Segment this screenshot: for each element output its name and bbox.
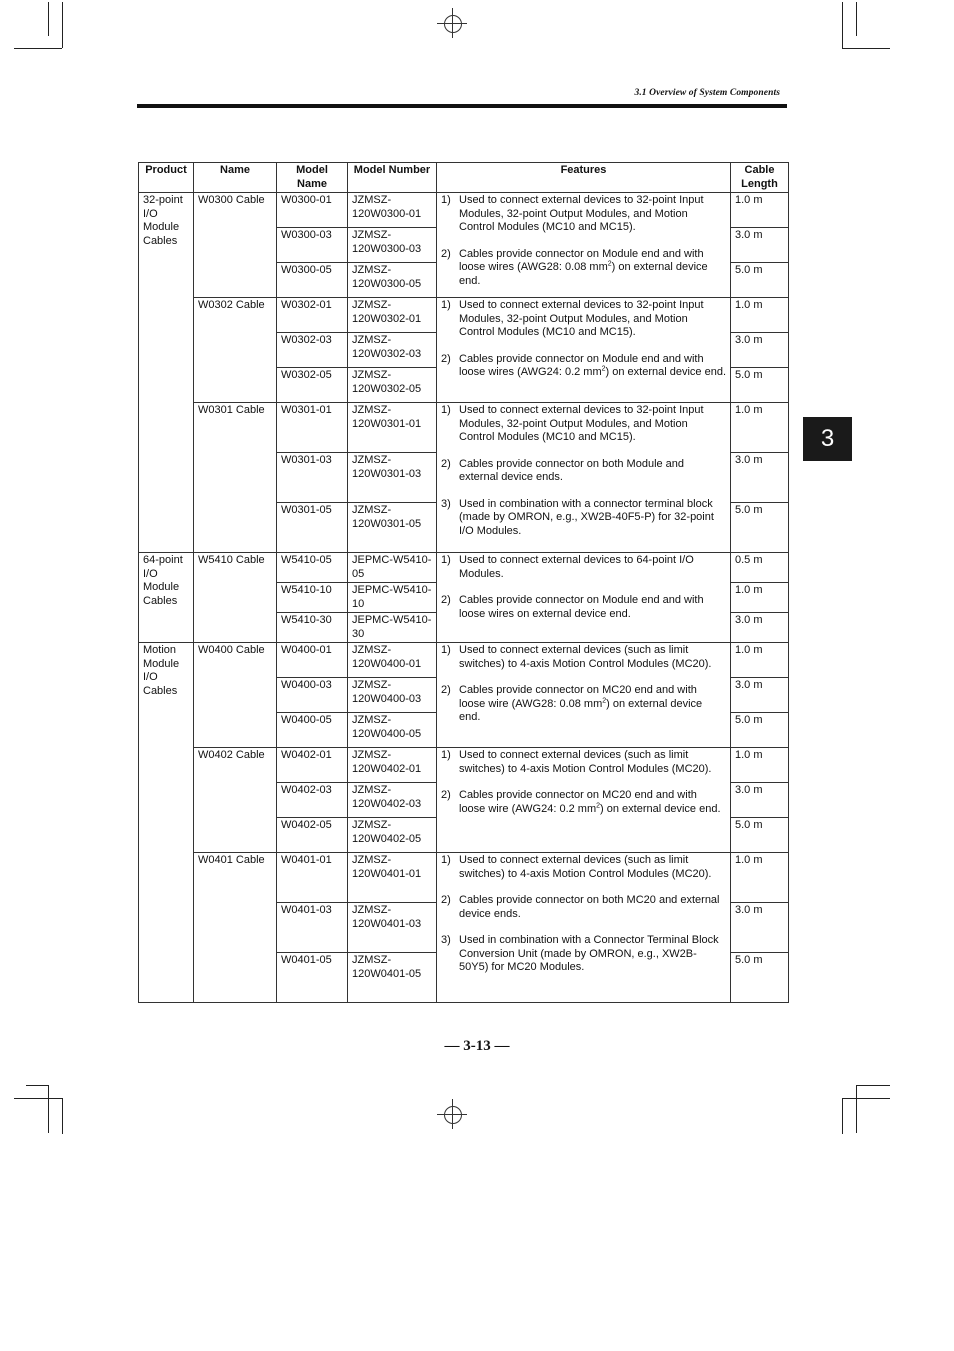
registration-mark-top xyxy=(437,8,467,38)
model-name-cell: W0400-03 xyxy=(277,678,348,713)
feature-number: 2) xyxy=(441,352,451,365)
feature-text-after: ) on external device end. xyxy=(459,261,708,287)
feature-number: 1) xyxy=(441,299,451,311)
feature-number: 2) xyxy=(441,894,451,906)
feature-text: Cables provide connector on Module end and with loose wires (AWG28: 0.08 mm xyxy=(459,247,704,273)
features-cell xyxy=(437,193,731,298)
features-list xyxy=(441,644,726,725)
page-number: — 3-13 — xyxy=(444,1038,510,1054)
features-cell xyxy=(437,298,731,403)
model-number-cell: JZMSZ-120W0402-01 xyxy=(348,748,437,783)
model-number-cell: JZMSZ-120W0400-01 xyxy=(348,643,437,678)
header-features: Features xyxy=(437,163,731,193)
feature-item xyxy=(441,934,726,975)
model-number-cell: JZMSZ-120W0401-03 xyxy=(348,903,437,953)
cable-length-cell: 1.0 m xyxy=(731,403,789,453)
feature-item xyxy=(441,684,726,725)
header-name: Name xyxy=(194,163,277,193)
header-rule xyxy=(137,104,787,108)
feature-item xyxy=(441,498,726,539)
section-header: 3.1 Overview of System Components xyxy=(634,88,780,98)
model-number-cell: JZMSZ-120W0402-03 xyxy=(348,783,437,818)
model-number-cell: JZMSZ-120W0302-03 xyxy=(348,333,437,368)
feature-number: 1) xyxy=(441,194,451,206)
cable-length-cell: 1.0 m xyxy=(731,643,789,678)
model-name-cell: W0400-05 xyxy=(277,713,348,748)
table-header-row xyxy=(139,163,789,193)
feature-item xyxy=(441,353,726,380)
features-list xyxy=(441,299,726,380)
cable-length-cell: 5.0 m xyxy=(731,713,789,748)
feature-text-after: ) on external device end. xyxy=(459,697,703,723)
model-name-cell: W0302-05 xyxy=(277,368,348,403)
feature-superscript: 2 xyxy=(596,801,601,809)
feature-text: Used to connect external devices to 32-point Input Modules, 32-point Output Modules, and Motion Control Modules (MC10 and MC15). xyxy=(459,194,704,233)
features-cell xyxy=(437,748,731,853)
product-cell: 64-point I/O Module Cables xyxy=(139,553,194,643)
feature-text: Used to connect external devices to 32-point Input Modules, 32-point Output Modules, and Motion Control Modules (MC10 and MC15). xyxy=(459,299,704,338)
model-name-cell: W0300-01 xyxy=(277,193,348,228)
model-name-cell: W0301-05 xyxy=(277,503,348,553)
feature-item xyxy=(441,404,726,445)
model-number-cell: JZMSZ-120W0400-03 xyxy=(348,678,437,713)
feature-text: Used in combination with a Connector Terminal Block Conversion Unit (made by OMRON, e.g., XW2B-50Y5) for MC20 Modules. xyxy=(459,934,719,973)
model-number-cell: JZMSZ-120W0400-05 xyxy=(348,713,437,748)
model-name-cell: W0402-03 xyxy=(277,783,348,818)
cable-length-cell: 5.0 m xyxy=(731,503,789,553)
model-number-cell: JEPMC-W5410-10 xyxy=(348,583,437,613)
table-row xyxy=(139,643,789,678)
features-cell xyxy=(437,403,731,553)
table-row xyxy=(139,748,789,783)
feature-number: 1) xyxy=(441,554,451,566)
table-row xyxy=(139,298,789,333)
model-name-cell: W0302-03 xyxy=(277,333,348,368)
cable-name-cell: W0301 Cable xyxy=(194,403,277,553)
cable-name-cell: W0400 Cable xyxy=(194,643,277,748)
model-name-cell: W0402-01 xyxy=(277,748,348,783)
cable-name-cell: W5410 Cable xyxy=(194,553,277,643)
feature-item xyxy=(441,749,726,776)
features-cell xyxy=(437,643,731,748)
model-name-cell: W0401-05 xyxy=(277,953,348,1003)
feature-item xyxy=(441,594,726,621)
model-number-cell: JZMSZ-120W0302-05 xyxy=(348,368,437,403)
cable-length-cell: 3.0 m xyxy=(731,678,789,713)
table-row xyxy=(139,403,789,453)
feature-number: 1) xyxy=(441,854,451,866)
header-product: Product xyxy=(139,163,194,193)
model-name-cell: W0402-05 xyxy=(277,818,348,853)
cable-length-cell: 1.0 m xyxy=(731,193,789,228)
table-row xyxy=(139,553,789,583)
features-cell xyxy=(437,853,731,1003)
features-cell xyxy=(437,553,731,643)
cable-length-cell: 0.5 m xyxy=(731,553,789,583)
model-number-cell: JZMSZ-120W0401-01 xyxy=(348,853,437,903)
model-number-cell: JZMSZ-120W0301-03 xyxy=(348,453,437,503)
product-cell: 32-point I/O Module Cables xyxy=(139,193,194,553)
feature-number: 2) xyxy=(441,457,451,470)
feature-text: Used to connect external devices to 32-point Input Modules, 32-point Output Modules, and Motion Control Modules (MC10 and MC15). xyxy=(459,404,704,443)
feature-number: 1) xyxy=(441,749,451,761)
model-name-cell: W0300-05 xyxy=(277,263,348,298)
feature-text: Cables provide connector on Module end and with loose wires (AWG24: 0.2 mm xyxy=(459,352,704,378)
features-list xyxy=(441,404,726,538)
model-number-cell: JZMSZ-120W0300-01 xyxy=(348,193,437,228)
model-number-cell: JEPMC-W5410-05 xyxy=(348,553,437,583)
feature-text: Cables provide connector on Module end and with loose wires on external device end. xyxy=(459,594,704,620)
feature-number: 2) xyxy=(441,684,451,696)
cable-length-cell: 5.0 m xyxy=(731,263,789,298)
features-list xyxy=(441,194,726,288)
feature-item xyxy=(441,854,726,881)
model-number-cell: JZMSZ-120W0401-05 xyxy=(348,953,437,1003)
cable-length-cell: 3.0 m xyxy=(731,453,789,503)
table-row xyxy=(139,853,789,903)
cable-length-cell: 1.0 m xyxy=(731,583,789,613)
feature-item xyxy=(441,194,726,235)
cable-length-cell: 1.0 m xyxy=(731,853,789,903)
model-number-cell: JZMSZ-120W0300-05 xyxy=(348,263,437,298)
cable-length-cell: 3.0 m xyxy=(731,903,789,953)
feature-item xyxy=(441,789,726,816)
registration-mark-bottom xyxy=(437,1099,467,1129)
feature-text: Cables provide connector on both MC20 and external device ends. xyxy=(459,894,720,920)
cable-length-cell: 5.0 m xyxy=(731,953,789,1003)
header-cable-length: Cable Length xyxy=(731,163,789,193)
feature-number: 3) xyxy=(441,934,451,946)
cable-length-cell: 3.0 m xyxy=(731,333,789,368)
model-number-cell: JZMSZ-120W0302-01 xyxy=(348,298,437,333)
feature-number: 2) xyxy=(441,247,451,260)
model-number-cell: JZMSZ-120W0402-05 xyxy=(348,818,437,853)
feature-item xyxy=(441,458,726,485)
model-name-cell: W0401-03 xyxy=(277,903,348,953)
model-name-cell: W0301-03 xyxy=(277,453,348,503)
features-list xyxy=(441,749,726,816)
feature-superscript: 2 xyxy=(602,696,607,704)
feature-text: Used in combination with a connector terminal block (made by OMRON, e.g., XW2B-40F5-P) for 32-point I/O Modules. xyxy=(459,497,714,537)
cable-name-cell: W0300 Cable xyxy=(194,193,277,298)
feature-item xyxy=(441,554,726,581)
feature-number: 2) xyxy=(441,789,451,801)
model-number-cell: JZMSZ-120W0301-05 xyxy=(348,503,437,553)
model-name-cell: W0301-01 xyxy=(277,403,348,453)
feature-number: 3) xyxy=(441,497,451,510)
cable-name-cell: W0402 Cable xyxy=(194,748,277,853)
cable-name-cell: W0401 Cable xyxy=(194,853,277,1003)
feature-text-after: ) on external device end. xyxy=(600,802,721,815)
model-number-cell: JZMSZ-120W0301-01 xyxy=(348,403,437,453)
model-name-cell: W5410-10 xyxy=(277,583,348,613)
features-list xyxy=(441,554,726,621)
cable-length-cell: 5.0 m xyxy=(731,368,789,403)
chapter-tab: 3 xyxy=(803,417,852,461)
model-name-cell: W0300-03 xyxy=(277,228,348,263)
feature-text: Cables provide connector on MC20 end and with loose wire (AWG24: 0.2 mm xyxy=(459,789,697,815)
feature-text: Used to connect external devices (such as limit switches) to 4-axis Motion Control Modules (MC20). xyxy=(459,854,712,880)
cable-length-cell: 5.0 m xyxy=(731,818,789,853)
model-name-cell: W5410-30 xyxy=(277,613,348,643)
feature-text-after: ) on external device end. xyxy=(605,366,727,378)
table-row xyxy=(139,193,789,228)
feature-superscript: 2 xyxy=(601,365,606,373)
feature-number: 2) xyxy=(441,594,451,606)
feature-text: Cables provide connector on both Module and external device ends. xyxy=(459,457,685,483)
model-number-cell: JZMSZ-120W0300-03 xyxy=(348,228,437,263)
model-name-cell: W0302-01 xyxy=(277,298,348,333)
cable-length-cell: 3.0 m xyxy=(731,783,789,818)
feature-number: 1) xyxy=(441,644,451,656)
feature-text: Cables provide connector on MC20 end and with loose wire (AWG28: 0.08 mm xyxy=(459,684,697,710)
model-name-cell: W0400-01 xyxy=(277,643,348,678)
feature-item xyxy=(441,299,726,340)
model-name-cell: W5410-05 xyxy=(277,553,348,583)
header-model-number: Model Number xyxy=(348,163,437,193)
cable-length-cell: 3.0 m xyxy=(731,228,789,263)
product-cell: Motion Module I/O Cables xyxy=(139,643,194,1003)
cable-spec-table xyxy=(138,162,789,1003)
feature-superscript: 2 xyxy=(607,260,612,268)
cable-name-cell: W0302 Cable xyxy=(194,298,277,403)
header-model-name: Model Name xyxy=(277,163,348,193)
feature-text: Used to connect external devices (such as limit switches) to 4-axis Motion Control Modules (MC20). xyxy=(459,644,712,670)
feature-item xyxy=(441,248,726,289)
cable-length-cell: 3.0 m xyxy=(731,613,789,643)
model-number-cell: JEPMC-W5410-30 xyxy=(348,613,437,643)
feature-item xyxy=(441,894,726,921)
feature-text: Used to connect external devices (such as limit switches) to 4-axis Motion Control Modules (MC20). xyxy=(459,749,712,775)
feature-text: Used to connect external devices to 64-point I/O Modules. xyxy=(459,554,694,580)
cable-length-cell: 1.0 m xyxy=(731,748,789,783)
feature-item xyxy=(441,644,726,671)
features-list xyxy=(441,854,726,975)
cable-length-cell: 1.0 m xyxy=(731,298,789,333)
model-name-cell: W0401-01 xyxy=(277,853,348,903)
feature-number: 1) xyxy=(441,404,451,416)
